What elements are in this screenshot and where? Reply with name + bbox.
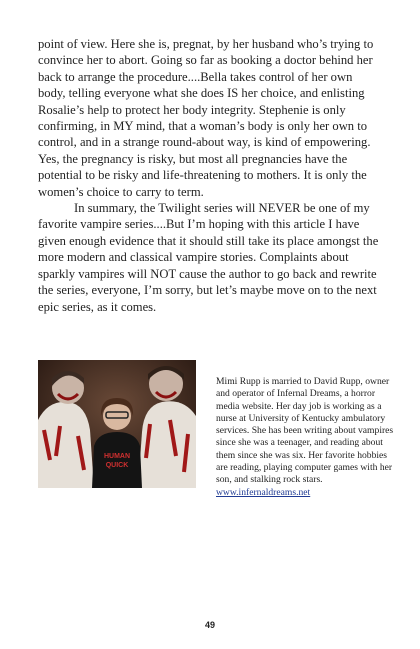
article-body	[38, 36, 383, 315]
shirt-text: HUMAN	[103, 453, 131, 460]
svg-text:QUICK: QUICK	[105, 462, 129, 469]
article-paragraph-1: point of view. Here she is, pregnat, by her husband who’s trying to convince her to abort. Going so far as booking a doctor behind her back to arrange the procedure....Bella takes control of her own body, telling everyone what she does IS her choice, and enlisting Rosalie’s help to protect her body integrity. Stephenie is only confirming, in MY mind, that a woman’s body is only her own to control, and in a strange round-about way, is kind of empowering. Yes, the pregnancy is risky, but most all pregnancies have the potential to be risky and life-threatening to mothers. It is only the women’s choice to carry to term.	[38, 37, 374, 199]
author-photo-image	[38, 360, 196, 488]
author-bio	[216, 376, 394, 499]
article-paragraph-2: In summary, the Twilight series will NEVER be one of my favorite vampire series....But I’m hoping with this article I have given enough evidence that it should still take its place amongst the more modern and classical vampire stories. Complaints about sparkly vampires will NOT cause the author to go back and rewrite the series, everyone, I’m sorry, but let’s maybe move on to the next epic series, as it comes.	[38, 201, 379, 314]
page-number: 49	[204, 620, 215, 630]
author-bio-text: Mimi Rupp is married to David Rupp, owner and operator of Infernal Dreams, a horror media website. Her day job is working as a nurse at University of Kentucky ambulatory services. She has been writing about vampires since she was a teenager, and reading about them since she was six. Her favorite hobbies are reading, playing computer games with her son, and stalking rock stars.	[216, 376, 394, 486]
author-website-link[interactable]: www.infernaldreams.net	[216, 486, 311, 498]
author-photo	[38, 360, 196, 488]
